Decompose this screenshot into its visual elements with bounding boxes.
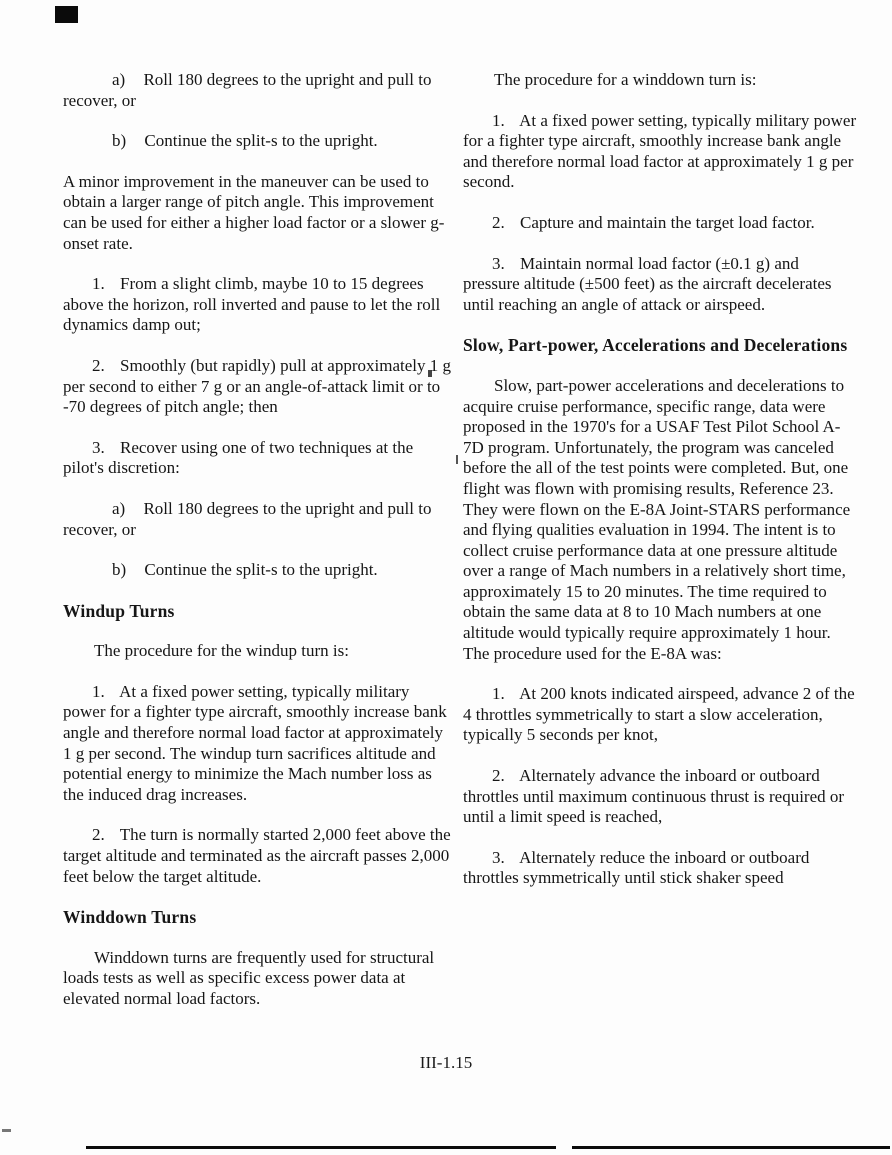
item-label: 2.	[92, 825, 105, 845]
numbered-item	[463, 254, 858, 316]
item-label: b)	[112, 131, 127, 151]
scan-artifact	[572, 1146, 890, 1149]
paragraph	[63, 172, 451, 254]
item-text: The turn is normally started 2,000 feet above the target altitude and terminated as the aircraft passes 2,000 feet below the target altitude.	[63, 825, 451, 886]
paragraph-text: The procedure for the windup turn is:	[94, 641, 349, 661]
item-text: Alternately advance the inboard or outboard throttles until maximum continuous thrust is required or until a limit speed is reached,	[463, 766, 845, 827]
item-text: Alternately reduce the inboard or outboard throttles symmetrically until stick shaker speed	[463, 847, 810, 888]
paragraph	[463, 376, 858, 664]
item-text: Roll 180 degrees to the upright and pull to recover, or	[63, 498, 432, 539]
item-label: 2.	[492, 212, 505, 232]
item-text: At a fixed power setting, typically military power for a fighter type aircraft, smoothly increase bank angle and therefore normal load factor at approximately 1 g per second. The windup turn sacrifices altitude and potential energy to minimize the Mach number loss as the induced drag increases.	[63, 681, 447, 804]
item-text: At a fixed power setting, typically military power for a fighter type aircraft, smoothly increase bank angle and therefore normal load factor at approximately 1 g per second.	[463, 110, 857, 192]
numbered-item	[63, 356, 451, 418]
sub-item	[63, 499, 451, 540]
item-label: 3.	[92, 437, 105, 457]
item-text: Continue the split-s to the upright.	[144, 131, 378, 151]
numbered-item	[463, 766, 858, 828]
item-label: a)	[112, 498, 126, 518]
item-text: Capture and maintain the target load factor.	[520, 212, 815, 232]
item-text: From a slight climb, maybe 10 to 15 degrees above the horizon, roll inverted and pause to let the roll dynamics damp out;	[63, 274, 441, 335]
numbered-item	[463, 111, 858, 193]
paragraph-text: Slow, part-power accelerations and decelerations to acquire cruise performance, specific range, data were proposed in the 1970's for a USAF Test Pilot School A-7D program. Unfortunately, the program was canceled before the all of the test points were completed. But, one flight was flown with promising results, Reference 23. They were flown on the E-8A Joint-STARS performance and flying qualities evaluation in 1994. The intent is to collect cruise performance data at one pressure altitude over a range of Mach numbers in a relatively short time, approximately 15 to 20 minutes. The time required to obtain the same data at 8 to 10 Mach numbers at one altitude would typically require approximately 1 hour. The procedure used for the E-8A was:	[463, 375, 851, 663]
item-text: Maintain normal load factor (±0.1 g) and pressure altitude (±500 feet) as the aircraft decelerates until reaching an angle of attack or airspeed.	[463, 253, 832, 314]
numbered-item	[463, 684, 858, 746]
scan-artifact	[86, 1146, 556, 1149]
section-heading-slow-part-power: Slow, Part-power, Accelerations and Decelerations	[463, 335, 848, 356]
section-heading-winddown-turns: Winddown Turns	[63, 907, 197, 928]
paragraph	[463, 70, 858, 91]
paragraph	[63, 948, 451, 1010]
item-label: 2.	[492, 766, 505, 786]
paragraph-text: Winddown turns are frequently used for structural loads tests as well as specific excess power data at elevated normal load factors.	[63, 947, 435, 1008]
paragraph-text: A minor improvement in the maneuver can be used to obtain a larger range of pitch angle. This improvement can be used for either a higher load factor or a slower g-onset rate.	[63, 171, 445, 253]
item-text: Continue the split-s to the upright.	[144, 560, 378, 580]
numbered-item	[463, 213, 858, 234]
numbered-item	[463, 848, 858, 889]
item-label: b)	[112, 560, 127, 580]
sub-item	[63, 131, 451, 152]
paragraph-text: The procedure for a winddown turn is:	[494, 70, 757, 89]
sub-item	[63, 560, 451, 581]
sub-item	[63, 70, 451, 111]
scan-artifact	[55, 6, 78, 23]
item-label: 1.	[92, 274, 105, 294]
item-label: 1.	[492, 684, 505, 704]
paragraph	[63, 641, 451, 662]
item-label: 2.	[92, 355, 105, 375]
page-number: III-1.15	[419, 1053, 473, 1072]
item-text: Recover using one of two techniques at the pilot's discretion:	[63, 437, 414, 478]
numbered-item	[63, 825, 451, 887]
item-text: Roll 180 degrees to the upright and pull to recover, or	[63, 70, 432, 110]
numbered-item	[63, 682, 451, 806]
left-column	[63, 70, 451, 1030]
section-heading-windup-turns: Windup Turns	[63, 600, 175, 621]
item-label: 1.	[92, 681, 105, 701]
item-label: 1.	[492, 110, 505, 130]
scan-artifact	[2, 1129, 11, 1132]
item-text: Smoothly (but rapidly) pull at approximately 1 g per second to either 7 g or an angle-of-attack limit or to -70 degrees of pitch angle; then	[63, 355, 451, 417]
item-label: 3.	[492, 253, 505, 273]
numbered-item	[63, 438, 451, 479]
item-label: 3.	[492, 847, 505, 867]
item-label: a)	[112, 70, 126, 89]
right-column	[463, 70, 858, 909]
numbered-item	[63, 274, 451, 336]
item-text: At 200 knots indicated airspeed, advance 2 of the 4 throttles symmetrically to start a slow acceleration, typically 5 seconds per knot,	[463, 684, 855, 745]
scan-artifact	[456, 455, 458, 464]
